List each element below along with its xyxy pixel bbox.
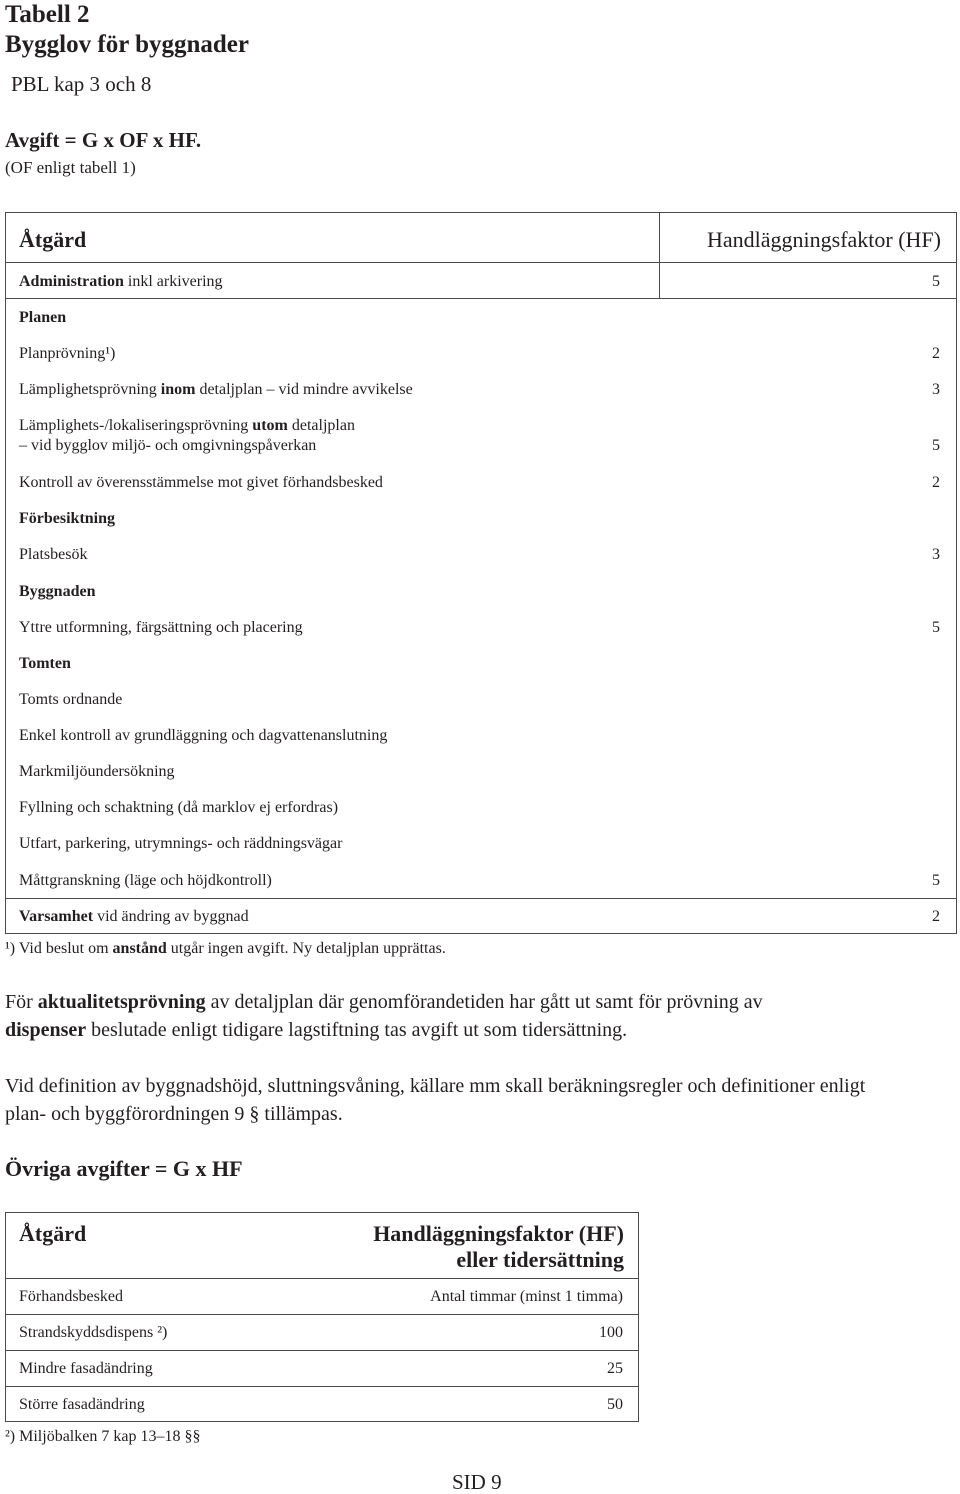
column-header-factor: Handläggningsfaktor (HF)	[706, 227, 941, 252]
column-header-factor	[373, 1221, 624, 1273]
row-label: Yttre utformning, färgsättning och placering	[19, 619, 303, 636]
header-divider	[6, 1278, 638, 1279]
row-label: Lämplighetsprövning	[19, 381, 161, 398]
footnote-text: utgår ingen avgift. Ny detaljplan upprättas.	[166, 940, 446, 957]
column-header-line: Handläggningsfaktor (HF)	[373, 1221, 624, 1246]
row-label: Strandskyddsdispens ²)	[19, 1324, 168, 1341]
paragraph-bold: aktualitetsprövning	[37, 991, 206, 1013]
row-label: Fyllning och schaktning (då marklov ej erfordras)	[19, 799, 339, 816]
row-label-bold: utom	[252, 417, 288, 434]
formula-note: (OF enligt tabell 1)	[5, 158, 136, 177]
row-label: Större fasadändring	[19, 1396, 145, 1413]
row-divider	[6, 1314, 638, 1315]
document-title: Tabell 2	[5, 1, 90, 28]
row-label: Tomts ordnande	[19, 691, 123, 708]
row-value: 5	[932, 872, 940, 889]
paragraph-definitions	[5, 1072, 950, 1128]
row-label-bold: Varsamhet	[19, 908, 94, 925]
row-divider	[6, 1386, 638, 1387]
footnote-1	[5, 939, 446, 959]
footnote-bold: anstånd	[112, 940, 167, 957]
row-label: Platsbesök	[19, 546, 88, 563]
row-value: 3	[932, 381, 940, 398]
paragraph-bold: dispenser	[5, 1019, 87, 1041]
row-divider	[6, 298, 956, 299]
footnote-text: ¹) Vid beslut om	[5, 940, 113, 957]
paragraph-text: Vid definition av byggnadshöjd, sluttningsvåning, källare mm skall beräkningsregler och definitioner enligt	[5, 1075, 866, 1097]
fee-table	[5, 212, 957, 934]
row-label: vid ändring av byggnad	[93, 908, 249, 925]
section-label: Byggnaden	[19, 583, 96, 600]
row-value: 5	[932, 273, 940, 290]
row-label: Enkel kontroll av grundläggning och dagvattenanslutning	[19, 727, 388, 744]
fee-formula: Avgift = G x OF x HF.	[5, 128, 202, 152]
row-divider	[6, 898, 956, 899]
row-label: detaljplan – vid mindre avvikelse	[195, 381, 413, 398]
row-value: 2	[932, 345, 940, 362]
row-value: 50	[607, 1396, 623, 1413]
row-label: Planprövning¹)	[19, 345, 116, 362]
paragraph-text: För	[5, 991, 38, 1013]
row-value: 100	[599, 1324, 623, 1341]
row-value: 5	[932, 437, 940, 454]
paragraph-text: av detaljplan där genomförandetiden har gått ut samt för prövning av	[205, 991, 763, 1013]
law-reference: PBL kap 3 och 8	[11, 72, 152, 96]
paragraph-aktualitetsprovning	[5, 988, 950, 1044]
row-label-continued: – vid bygglov miljö- och omgivningspåverkan	[19, 437, 317, 454]
column-header-action: Åtgärd	[19, 1221, 87, 1246]
row-label: Måttgranskning (läge och höjdkontroll)	[19, 872, 272, 889]
table-row	[19, 416, 940, 456]
row-label: Förhandsbesked	[19, 1288, 123, 1305]
row-label: detaljplan	[287, 417, 355, 434]
other-fees-table	[5, 1212, 639, 1422]
row-label-bold: Administration	[19, 273, 124, 290]
row-label: Utfart, parkering, utrymnings- och räddningsvägar	[19, 835, 343, 852]
section-label: Förbesiktning	[19, 510, 116, 527]
paragraph-text: plan- och byggförordningen 9 § tillämpas.	[5, 1103, 343, 1125]
row-value: 3	[932, 546, 940, 563]
row-label: inkl arkivering	[123, 273, 223, 290]
section-label: Tomten	[19, 655, 71, 672]
footnote-2: ²) Miljöbalken 7 kap 13–18 §§	[5, 1428, 201, 1445]
row-value: Antal timmar (minst 1 timma)	[430, 1288, 623, 1305]
row-value: 2	[932, 474, 940, 491]
section-label: Planen	[19, 309, 67, 326]
row-label: Mindre fasadändring	[19, 1360, 153, 1377]
column-divider	[659, 213, 660, 299]
column-header-line: eller tidersättning	[456, 1247, 624, 1272]
row-label: Kontroll av överensstämmelse mot givet förhandsbesked	[19, 474, 383, 491]
row-value: 25	[607, 1360, 623, 1377]
row-label-bold: inom	[160, 381, 196, 398]
row-value: 5	[932, 619, 940, 636]
row-value: 2	[932, 908, 940, 925]
column-header-action: Åtgärd	[19, 227, 87, 252]
paragraph-text: beslutade enligt tidigare lagstiftning tas avgift ut som tidersättning.	[86, 1019, 628, 1041]
row-label: Markmiljöundersökning	[19, 763, 175, 780]
header-divider	[6, 262, 956, 263]
section-heading-other-fees: Övriga avgifter = G x HF	[5, 1156, 243, 1181]
row-divider	[6, 1350, 638, 1351]
page-number: SID 9	[452, 1470, 502, 1494]
document-subtitle: Bygglov för byggnader	[5, 31, 249, 58]
row-label: Lämplighets-/lokaliseringsprövning	[19, 417, 253, 434]
